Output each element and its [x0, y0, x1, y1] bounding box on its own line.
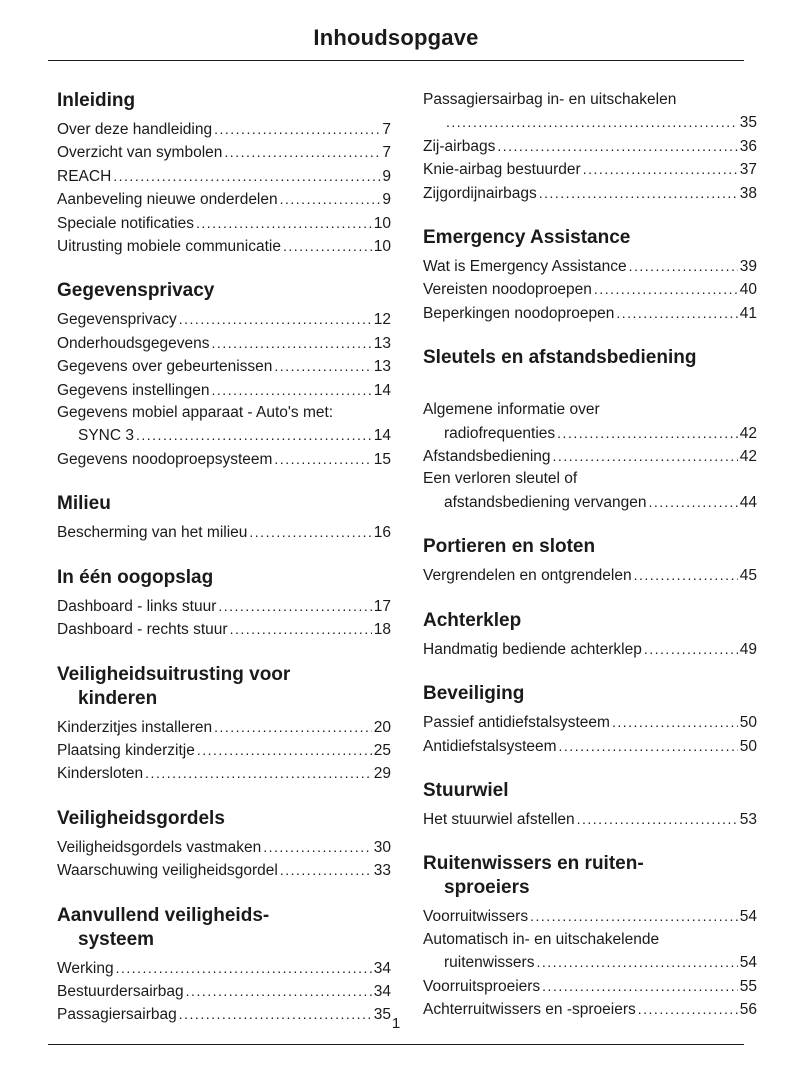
toc-entry-line [57, 141, 391, 164]
toc-entry-text: Passagiersairbag [57, 1006, 177, 1024]
toc-entry-text: Bescherming van het milieu [57, 524, 248, 542]
toc-entry-text: Afstandsbediening [423, 448, 551, 466]
toc-entry [57, 355, 391, 378]
toc-entry-line [57, 188, 391, 211]
toc-page-number: 7 [382, 121, 391, 138]
section-heading-line: Stuurwiel [423, 779, 509, 801]
toc-entry [423, 255, 757, 278]
toc-entry [423, 929, 757, 975]
toc-section [57, 904, 391, 1027]
dot-leader [116, 957, 372, 980]
toc-entry-text: Gegevens noodoproepsysteem [57, 450, 273, 468]
toc-entry-line [57, 618, 391, 641]
toc-entry-line [423, 158, 757, 181]
toc-column-left [57, 89, 391, 1027]
section-heading-line: systeem [78, 928, 155, 950]
toc-entry-line [57, 980, 391, 1003]
toc-entry-line [57, 118, 391, 141]
toc-entry-text: Gegevensprivacy [57, 311, 177, 329]
toc-entry [423, 182, 757, 205]
dot-leader [280, 859, 372, 882]
toc-entry-text: Aanbeveling nieuwe onderdelen [57, 191, 278, 209]
toc-entry-line [57, 379, 391, 402]
toc-page-number: 55 [739, 977, 757, 995]
toc-entry [57, 308, 391, 331]
section-heading [423, 346, 757, 394]
section-heading-line: Portieren en sloten [423, 536, 596, 558]
section-heading-line: Inleiding [57, 90, 136, 111]
toc-entry-text: Dashboard - rechts stuur [57, 621, 228, 639]
toc-entry [423, 638, 757, 661]
toc-entry [57, 379, 391, 402]
toc-entry-text: Het stuurwiel afstellen [423, 810, 575, 828]
dot-leader [497, 135, 737, 158]
toc-page-number: 15 [373, 450, 391, 468]
toc-page-number: 41 [739, 304, 757, 322]
toc-section [423, 682, 757, 758]
toc-entry-text: SYNC 3 [78, 427, 134, 445]
toc-section [423, 89, 757, 205]
toc-entry-text: Plaatsing kinderzitje [57, 741, 195, 759]
toc-entry-line [423, 808, 757, 831]
dot-leader [612, 711, 738, 734]
dot-leader [577, 808, 738, 831]
toc-entry [423, 564, 757, 587]
dot-leader [283, 235, 372, 258]
toc-entry-line [423, 182, 757, 205]
section-heading [57, 492, 391, 516]
dot-leader [629, 255, 738, 278]
toc-entry [57, 618, 391, 641]
toc-entry-text: Uitrusting mobiele communicatie [57, 238, 281, 256]
toc-entry [423, 468, 757, 514]
dot-leader [559, 735, 738, 758]
toc-entry-text: Handmatig bediende achterklep [423, 640, 642, 658]
toc-entry-text: Voorruitsproeiers [423, 977, 541, 995]
section-heading [57, 807, 391, 831]
toc-entry-line [57, 957, 391, 980]
section-heading-line [423, 370, 757, 394]
toc-entry-line [57, 716, 391, 739]
toc-page-number: 9 [382, 191, 391, 209]
toc-entry-line [423, 929, 757, 951]
dot-leader [113, 165, 380, 188]
toc-entry-line [423, 89, 757, 111]
toc-entry [57, 188, 391, 211]
toc-entry [57, 762, 391, 785]
toc-entry-line [57, 739, 391, 762]
toc-page-number: 49 [739, 640, 757, 658]
toc-page-number: 30 [373, 838, 391, 856]
toc-page-number: 42 [739, 424, 757, 442]
dot-leader [224, 141, 380, 164]
toc-entry-line [423, 735, 757, 758]
toc-section [57, 89, 391, 258]
toc-page-number: 10 [373, 238, 391, 256]
toc-entry-line [423, 255, 757, 278]
toc-entry-line [57, 521, 391, 544]
toc-entry-text: Beperkingen noodoproepen [423, 304, 615, 322]
toc-entry [423, 135, 757, 158]
toc-entry [423, 89, 757, 135]
section-heading-line: Sleutels en afstandsbediening [423, 347, 697, 369]
toc-section [423, 535, 757, 587]
section-heading-line: Gegevensprivacy [57, 280, 215, 302]
toc-page-number: 14 [373, 427, 391, 445]
toc-section [423, 346, 757, 514]
dot-leader [530, 905, 738, 928]
toc-entry [57, 980, 391, 1003]
toc-page-number: 42 [739, 448, 757, 466]
section-heading-line: Emergency Assistance [423, 227, 631, 249]
toc-entry-text: Automatisch in- en uitschakelende [423, 930, 660, 948]
toc-entry [57, 235, 391, 258]
toc-page-number: 7 [382, 144, 391, 162]
toc-entry-line [423, 468, 757, 490]
dot-leader [214, 118, 380, 141]
page-title: Inhoudsopgave [313, 25, 479, 50]
dot-leader [536, 951, 737, 974]
dot-leader [263, 836, 372, 859]
toc-page-number: 10 [373, 214, 391, 232]
toc-entry-text: Voorruitwissers [423, 908, 529, 926]
toc-entry-line [423, 422, 757, 445]
toc-entry-line [57, 424, 391, 447]
toc-page-number: 44 [739, 493, 757, 511]
toc-column-right [423, 89, 757, 1027]
toc-page-number: 16 [373, 524, 391, 542]
toc-entry-line [423, 638, 757, 661]
toc-entry [57, 836, 391, 859]
dot-leader [274, 355, 371, 378]
toc-entry-text: Veiligheidsgordels vastmaken [57, 838, 262, 856]
toc-page-number: 13 [373, 358, 391, 376]
dot-leader [446, 111, 738, 134]
toc-entry-text: Over deze handleiding [57, 121, 213, 138]
section-heading-line: Veiligheidsgordels [57, 807, 225, 829]
toc-entry [57, 165, 391, 188]
toc-entry-line [423, 302, 757, 325]
section-heading [423, 609, 757, 633]
section-heading-line: Ruitenwissers en ruiten- [423, 853, 644, 875]
toc-entry-text: Zijgordijnairbags [423, 184, 537, 202]
toc-page-number: 17 [373, 597, 391, 615]
toc-page-number: 50 [739, 714, 757, 732]
toc-page-number: 45 [739, 567, 757, 585]
section-heading [423, 226, 757, 250]
toc-entry-line [57, 308, 391, 331]
toc-page-number: 53 [739, 810, 757, 828]
toc-page-number: 54 [739, 954, 757, 972]
toc-entry-text: Onderhoudsgegevens [57, 334, 210, 352]
toc-entry [57, 332, 391, 355]
toc-entry-text: Knie-airbag bestuurder [423, 161, 581, 179]
toc-entry [423, 445, 757, 468]
toc-entry-text: Algemene informatie over [423, 401, 600, 419]
toc-entry-text: Kinderzitjes installeren [57, 718, 213, 736]
toc-section [423, 852, 757, 1021]
bottom-divider [48, 1044, 744, 1045]
dot-leader [230, 618, 372, 641]
toc-entry-text: Vereisten noodoproepen [423, 281, 592, 299]
toc-page-number: 34 [373, 982, 391, 1000]
dot-leader [197, 739, 372, 762]
toc-entry-line [57, 212, 391, 235]
dot-leader [542, 975, 738, 998]
toc-entry-line [57, 859, 391, 882]
toc-page-number: 20 [373, 718, 391, 736]
toc-entry-line [423, 111, 757, 134]
dot-leader [616, 302, 737, 325]
toc-section [57, 663, 391, 786]
toc-entry-text: radiofrequenties [444, 424, 556, 442]
toc-page-number: 12 [373, 311, 391, 329]
toc-entry-text: Vergrendelen en ontgrendelen [423, 567, 632, 585]
dot-leader [274, 448, 371, 471]
toc-section [57, 807, 391, 883]
toc-page-number: 50 [739, 737, 757, 755]
toc-entry-line [423, 564, 757, 587]
toc-entry-line [57, 595, 391, 618]
dot-leader [145, 762, 372, 785]
toc-entry [57, 859, 391, 882]
section-heading [423, 852, 757, 900]
toc-entry-line [423, 975, 757, 998]
toc-entry [423, 975, 757, 998]
dot-leader [179, 308, 372, 331]
toc-entry-text: Een verloren sleutel of [423, 470, 578, 488]
toc-entry-text: Gegevens over gebeurtenissen [57, 358, 273, 376]
toc-entry-text: Werking [57, 959, 114, 977]
section-heading-line: Milieu [57, 493, 111, 515]
toc-page-number: 54 [739, 908, 757, 926]
toc-page-number: 37 [739, 161, 757, 179]
toc-content [0, 61, 792, 1027]
toc-entry [57, 595, 391, 618]
toc-entry [423, 905, 757, 928]
toc-entry [57, 141, 391, 164]
dot-leader [280, 188, 381, 211]
toc-entry [57, 957, 391, 980]
section-heading [57, 279, 391, 303]
page-footer [0, 1014, 792, 1045]
toc-entry-text: Passagiersairbag in- en uitschakelen [423, 91, 677, 108]
section-heading [423, 535, 757, 559]
section-heading-line: sproeiers [444, 877, 530, 899]
toc-entry-text: REACH [57, 167, 112, 185]
toc-entry-line [57, 332, 391, 355]
toc-entry [423, 808, 757, 831]
dot-leader [136, 424, 372, 447]
toc-page-number: 34 [373, 959, 391, 977]
toc-entry-text: Gegevens mobiel apparaat - Auto's met: [57, 404, 334, 422]
toc-entry [423, 735, 757, 758]
toc-entry [423, 158, 757, 181]
dot-leader [186, 980, 372, 1003]
toc-page-number: 33 [373, 862, 391, 880]
dot-leader [212, 332, 372, 355]
toc-entry [423, 278, 757, 301]
toc-entry [57, 739, 391, 762]
toc-page-number: 56 [739, 1000, 757, 1018]
dot-leader [649, 491, 738, 514]
dot-leader [249, 521, 371, 544]
dot-leader [594, 278, 738, 301]
toc-entry-line [423, 951, 757, 974]
toc-entry-line [57, 448, 391, 471]
toc-entry-line [423, 278, 757, 301]
toc-entry [57, 212, 391, 235]
toc-entry [423, 711, 757, 734]
toc-section [423, 609, 757, 661]
dot-leader [644, 638, 738, 661]
toc-entry-line [57, 235, 391, 258]
dot-leader [553, 445, 738, 468]
toc-section [57, 566, 391, 642]
toc-entry-line [423, 445, 757, 468]
toc-entry-text: Dashboard - links stuur [57, 597, 217, 615]
toc-entry-text: Passief antidiefstalsysteem [423, 714, 610, 732]
toc-entry-line [57, 402, 391, 424]
toc-entry [57, 521, 391, 544]
toc-entry-line [423, 711, 757, 734]
toc-section [57, 279, 391, 471]
section-heading [57, 566, 391, 590]
dot-leader [214, 716, 372, 739]
section-heading [423, 682, 757, 706]
toc-entry [423, 302, 757, 325]
toc-entry-line [423, 135, 757, 158]
toc-entry-text: Antidiefstalsysteem [423, 737, 557, 755]
toc-entry-line [57, 165, 391, 188]
dot-leader [539, 182, 738, 205]
toc-entry-text: Speciale notificaties [57, 214, 194, 232]
toc-page-number: 40 [739, 281, 757, 299]
toc-entry [57, 716, 391, 739]
toc-page-number: 29 [373, 765, 391, 783]
section-heading [57, 89, 391, 113]
toc-entry-line [423, 905, 757, 928]
toc-section [423, 779, 757, 831]
dot-leader [557, 422, 738, 445]
toc-page-number: 13 [373, 334, 391, 352]
section-heading-line: In één oogopslag [57, 566, 214, 588]
toc-page-number: 36 [739, 137, 757, 155]
toc-entry-text: ruitenwissers [444, 954, 535, 972]
toc-page-number: 39 [739, 258, 757, 276]
dot-leader [212, 379, 372, 402]
toc-entry [423, 399, 757, 445]
toc-page-number: 18 [373, 621, 391, 639]
toc-page-number: 35 [373, 1006, 391, 1024]
section-heading [57, 904, 391, 952]
toc-entry-text: Zij-airbags [423, 137, 496, 155]
toc-entry-line [423, 399, 757, 421]
toc-entry-text: Overzicht van symbolen [57, 144, 223, 162]
dot-leader [196, 212, 372, 235]
toc-page-number: 35 [739, 114, 757, 132]
toc-entry-line [57, 836, 391, 859]
toc-page-number: 14 [373, 381, 391, 399]
section-heading [57, 663, 391, 711]
toc-entry-text: Waarschuwing veiligheidsgordel [57, 862, 278, 880]
toc-entry-line [57, 762, 391, 785]
toc-entry [57, 118, 391, 141]
toc-entry-line [57, 355, 391, 378]
footer-page-number: 1 [391, 1015, 401, 1032]
toc-entry-text: Bestuurdersairbag [57, 982, 184, 1000]
section-heading-line: Aanvullend veiligheids- [57, 904, 270, 926]
toc-entry-text: afstandsbediening vervangen [444, 493, 647, 511]
toc-entry [57, 402, 391, 448]
dot-leader [583, 158, 738, 181]
toc-page-number: 25 [373, 741, 391, 759]
toc-section [57, 492, 391, 544]
section-heading [423, 779, 757, 803]
section-heading-line: Beveiliging [423, 683, 525, 705]
section-heading-line: Veiligheidsuitrusting voor [57, 663, 291, 685]
toc-entry-text: Gegevens instellingen [57, 381, 210, 399]
toc-page-number: 38 [739, 184, 757, 202]
section-heading-line: kinderen [78, 687, 158, 709]
section-heading-line: Achterklep [423, 609, 522, 631]
dot-leader [218, 595, 371, 618]
toc-page-number: 9 [382, 167, 391, 185]
toc-entry-text: Wat is Emergency Assistance [423, 258, 627, 276]
toc-entry [57, 448, 391, 471]
toc-entry-text: Achterruitwissers en -sproeiers [423, 1000, 636, 1018]
toc-entry-line [423, 491, 757, 514]
toc-section [423, 226, 757, 325]
dot-leader [634, 564, 738, 587]
toc-entry-text: Kindersloten [57, 765, 144, 783]
